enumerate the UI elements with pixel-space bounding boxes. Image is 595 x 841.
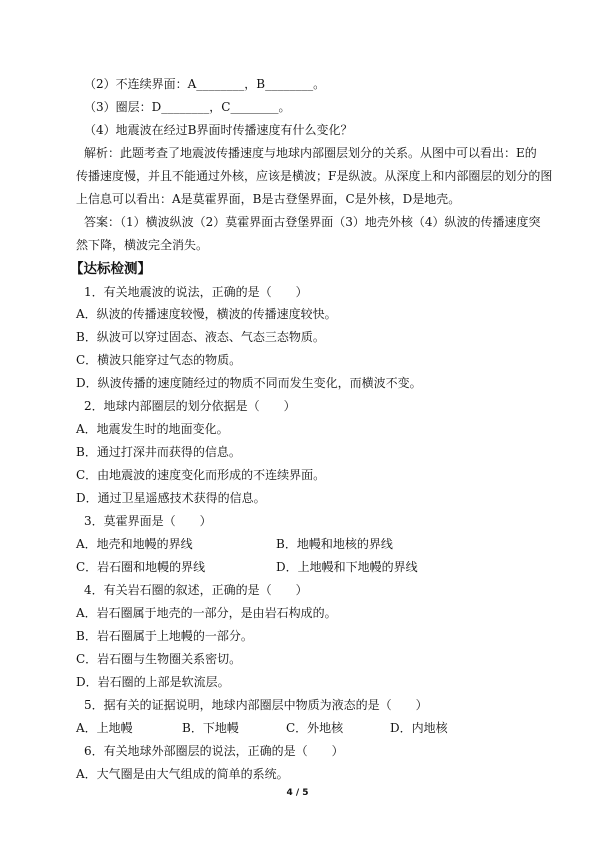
answer-line-2: 然下降，横波完全消失。 [76, 238, 209, 252]
q1-option-d: D．纵波传播的速度随经过的物质不同而发生变化，而横波不变。 [76, 376, 422, 390]
q3-option-d: D．上地幔和下地幔的界线 [276, 560, 418, 574]
q1-stem: 1．有关地震波的说法，正确的是（ ） [84, 285, 308, 299]
question-3-blank-line: （3）圈层：D________，C________。 [84, 100, 291, 114]
analysis-line-2: 传播速度慢，并且不能通过外核，应该是横波；F是纵波。从深度上和内部圈层的划分的图 [76, 169, 553, 183]
q2-option-c: C．由地震波的速度变化而形成的不连续界面。 [76, 468, 326, 482]
analysis-line-1: 解析：此题考查了地震波传播速度与地球内部圈层划分的关系。从图中可以看出：E的 [84, 146, 537, 160]
q4-option-c: C．岩石圈与生物圈关系密切。 [76, 652, 242, 666]
q5-options-row [76, 720, 526, 736]
q5-option-a: A．上地幔 [76, 721, 133, 735]
q2-stem: 2．地球内部圈层的划分依据是（ ） [84, 399, 296, 413]
q3-options-row-1 [76, 536, 526, 552]
q3-stem: 3．莫霍界面是（ ） [84, 514, 212, 528]
question-2-blank-line: （2）不连续界面：A________，B________。 [84, 77, 326, 91]
q5-option-d: D．内地核 [390, 721, 448, 735]
q1-option-b: B．纵波可以穿过固态、液态、气态三态物质。 [76, 330, 325, 344]
question-4-line: （4）地震波在经过B界面时传播速度有什么变化？ [84, 123, 353, 137]
q2-option-a: A．地震发生时的地面变化。 [76, 422, 229, 436]
q2-option-d: D．通过卫星遥感技术获得的信息。 [76, 491, 266, 505]
answer-line-1: 答案：（1）横波纵波（2）莫霍界面古登堡界面（3）地壳外核（4）纵波的传播速度突 [84, 215, 541, 229]
q4-option-d: D．岩石圈的上部是软流层。 [76, 675, 230, 689]
q4-stem: 4．有关岩石圈的叙述，正确的是（ ） [84, 583, 308, 597]
analysis-line-3: 上信息可以看出：A是莫霍界面，B是古登堡界面，C是外核，D是地壳。 [76, 192, 461, 206]
q3-option-c: C．岩石圈和地幔的界线 [76, 560, 206, 574]
q3-options-row-2 [76, 559, 526, 575]
q2-option-b: B．通过打深井而获得的信息。 [76, 445, 241, 459]
q1-option-c: C．横波只能穿过气态的物质。 [76, 353, 242, 367]
q6-option-a: A．大气圈是由大气组成的简单的系统。 [76, 767, 289, 781]
q3-option-a: A．地壳和地幔的界线 [76, 537, 193, 551]
page-number: 4 / 5 [286, 788, 309, 798]
q6-stem: 6．有关地球外部圈层的说法，正确的是（ ） [84, 744, 344, 758]
q5-option-c: C．外地核 [286, 721, 344, 735]
q1-option-a: A．纵波的传播速度较慢，横波的传播速度较快。 [76, 307, 337, 321]
q4-option-b: B．岩石圈属于上地幔的一部分。 [76, 629, 253, 643]
q3-option-b: B．地幔和地核的界线 [276, 537, 393, 551]
q5-option-b: B．下地幔 [182, 721, 239, 735]
q4-option-a: A．岩石圈属于地壳的一部分，是由岩石构成的。 [76, 606, 337, 620]
q5-stem: 5．据有关的证据说明，地球内部圈层中物质为液态的是（ ） [84, 698, 428, 712]
section-heading: 【达标检测】 [70, 261, 151, 277]
